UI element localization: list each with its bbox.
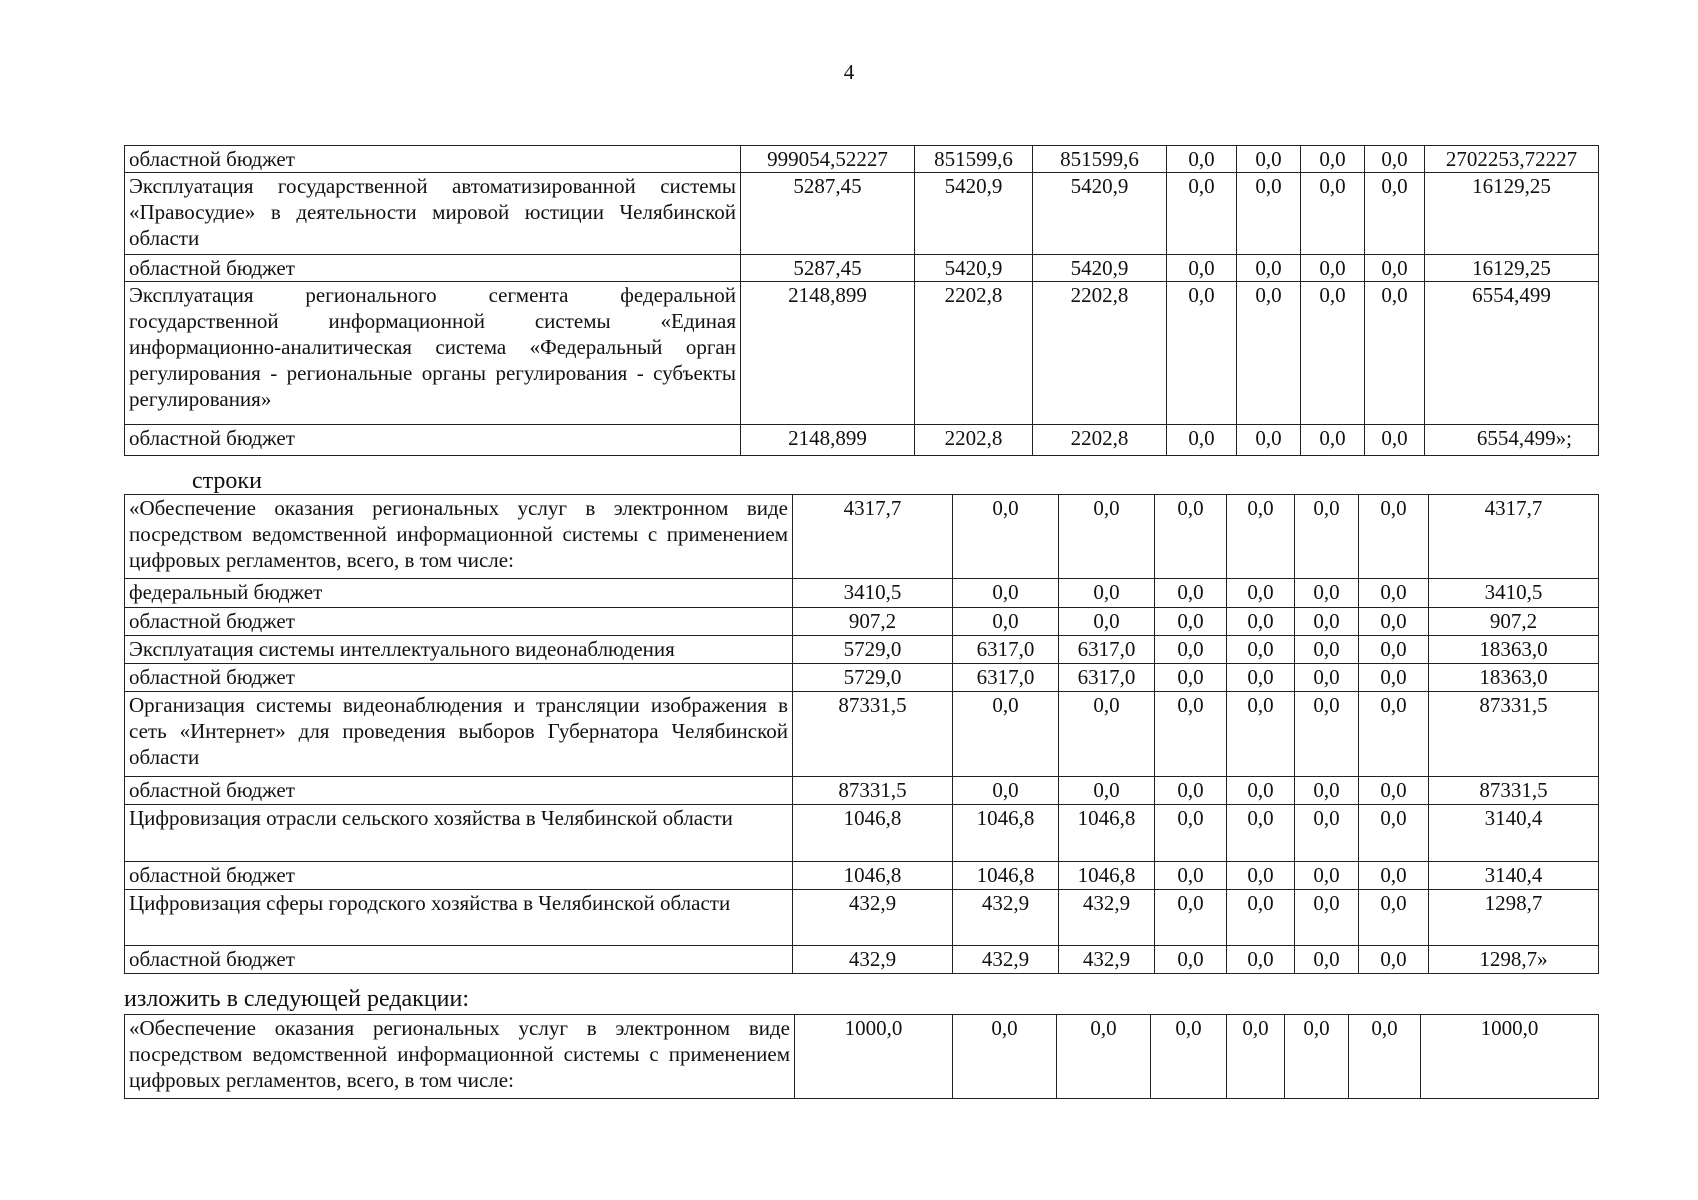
- total-cell: 1298,7: [1429, 890, 1599, 946]
- value-cell: 0,0: [1295, 608, 1359, 636]
- row-description: областной бюджет: [125, 425, 741, 456]
- total-cell: 3140,4: [1429, 862, 1599, 890]
- value-cell: 0,0: [953, 692, 1059, 777]
- value-cell: 0,0: [1151, 1015, 1227, 1099]
- value-cell: 432,9: [953, 890, 1059, 946]
- page-number: 4: [843, 60, 855, 84]
- total-cell: 3410,5: [1429, 579, 1599, 608]
- table-row: [125, 862, 1599, 890]
- value-cell: 3410,5: [793, 579, 953, 608]
- value-cell: 0,0: [1155, 664, 1227, 692]
- value-cell: 5287,45: [741, 255, 915, 282]
- value-cell: 5420,9: [1033, 173, 1167, 255]
- value-cell: 1046,8: [1059, 862, 1155, 890]
- value-cell: 0,0: [1301, 146, 1365, 173]
- table-row: [125, 692, 1599, 777]
- value-cell: 0,0: [1155, 862, 1227, 890]
- row-description: Эксплуатация регионального сегмента федеральной государственной информационной системы «Единая информационно-аналитическая система «Федеральный орган регулирования - региональные органы регулирования - субъекты регулирования»: [125, 282, 741, 425]
- value-cell: 0,0: [1295, 579, 1359, 608]
- value-cell: 0,0: [953, 608, 1059, 636]
- value-cell: 0,0: [1227, 608, 1295, 636]
- value-cell: 0,0: [1237, 146, 1301, 173]
- budget-table-new-rows: [124, 1014, 1599, 1099]
- value-cell: 432,9: [793, 946, 953, 974]
- value-cell: 432,9: [953, 946, 1059, 974]
- total-cell: 6554,499»;: [1425, 425, 1599, 456]
- value-cell: 2202,8: [915, 425, 1033, 456]
- value-cell: 1046,8: [953, 862, 1059, 890]
- value-cell: 0,0: [1059, 692, 1155, 777]
- value-cell: 0,0: [1227, 495, 1295, 579]
- value-cell: 0,0: [1155, 890, 1227, 946]
- value-cell: 0,0: [1059, 777, 1155, 805]
- row-description: «Обеспечение оказания региональных услуг в электронном виде посредством ведомственной информационной системы с применением цифровых регламентов, всего, в том числе:: [125, 495, 793, 579]
- value-cell: 0,0: [1227, 890, 1295, 946]
- table-row: [125, 777, 1599, 805]
- value-cell: 2202,8: [1033, 425, 1167, 456]
- row-description: «Обеспечение оказания региональных услуг в электронном виде посредством ведомственной информационной системы с применением цифровых регламентов, всего, в том числе:: [125, 1015, 795, 1099]
- value-cell: 0,0: [953, 1015, 1057, 1099]
- value-cell: 6317,0: [1059, 664, 1155, 692]
- value-cell: 0,0: [1359, 636, 1429, 664]
- row-description: областной бюджет: [125, 777, 793, 805]
- value-cell: 1046,8: [793, 862, 953, 890]
- value-cell: 2148,899: [741, 282, 915, 425]
- value-cell: 0,0: [1155, 579, 1227, 608]
- value-cell: 999054,52227: [741, 146, 915, 173]
- value-cell: 432,9: [1059, 946, 1155, 974]
- value-cell: 5420,9: [915, 173, 1033, 255]
- row-description: областной бюджет: [125, 146, 741, 173]
- value-cell: 0,0: [1167, 146, 1237, 173]
- table-row: [125, 946, 1599, 974]
- value-cell: 0,0: [1295, 636, 1359, 664]
- value-cell: 0,0: [1295, 862, 1359, 890]
- value-cell: 0,0: [1155, 777, 1227, 805]
- value-cell: 0,0: [953, 777, 1059, 805]
- value-cell: 0,0: [1359, 777, 1429, 805]
- value-cell: 0,0: [1359, 495, 1429, 579]
- budget-table-continued: [124, 145, 1599, 456]
- total-cell: 16129,25: [1425, 173, 1599, 255]
- row-description: областной бюджет: [125, 862, 793, 890]
- value-cell: 851599,6: [1033, 146, 1167, 173]
- value-cell: 0,0: [1237, 173, 1301, 255]
- row-description: Эксплуатация государственной автоматизированной системы «Правосудие» в деятельности мировой юстиции Челябинской области: [125, 173, 741, 255]
- table-row: [125, 608, 1599, 636]
- row-description: областной бюджет: [125, 946, 793, 974]
- value-cell: 0,0: [1059, 579, 1155, 608]
- row-description: областной бюджет: [125, 255, 741, 282]
- value-cell: 87331,5: [793, 777, 953, 805]
- label-rows: строки: [192, 468, 262, 494]
- value-cell: 0,0: [1227, 805, 1295, 862]
- row-description: областной бюджет: [125, 608, 793, 636]
- value-cell: 907,2: [793, 608, 953, 636]
- total-cell: 2702253,72227: [1425, 146, 1599, 173]
- value-cell: 0,0: [1227, 692, 1295, 777]
- value-cell: 0,0: [1301, 173, 1365, 255]
- value-cell: 5287,45: [741, 173, 915, 255]
- total-cell: 18363,0: [1429, 636, 1599, 664]
- value-cell: 0,0: [1155, 805, 1227, 862]
- total-cell: 1000,0: [1421, 1015, 1599, 1099]
- value-cell: 0,0: [1295, 777, 1359, 805]
- value-cell: 0,0: [1359, 862, 1429, 890]
- value-cell: 0,0: [1365, 255, 1425, 282]
- value-cell: 0,0: [1227, 862, 1295, 890]
- value-cell: 0,0: [1359, 579, 1429, 608]
- value-cell: 1046,8: [953, 805, 1059, 862]
- total-cell: 87331,5: [1429, 692, 1599, 777]
- value-cell: 0,0: [1227, 946, 1295, 974]
- value-cell: 5420,9: [915, 255, 1033, 282]
- table-row: [125, 579, 1599, 608]
- value-cell: 0,0: [1155, 946, 1227, 974]
- value-cell: 2202,8: [915, 282, 1033, 425]
- value-cell: 0,0: [1365, 425, 1425, 456]
- value-cell: 0,0: [1349, 1015, 1421, 1099]
- table-row: [125, 1015, 1599, 1099]
- value-cell: 0,0: [1359, 890, 1429, 946]
- value-cell: 0,0: [1365, 173, 1425, 255]
- value-cell: 2202,8: [1033, 282, 1167, 425]
- row-description: областной бюджет: [125, 664, 793, 692]
- total-cell: 3140,4: [1429, 805, 1599, 862]
- value-cell: 6317,0: [953, 636, 1059, 664]
- table-row: [125, 425, 1599, 456]
- table-row: [125, 636, 1599, 664]
- table-row: [125, 146, 1599, 173]
- value-cell: 5729,0: [793, 636, 953, 664]
- row-description: Цифровизация сферы городского хозяйства в Челябинской области: [125, 890, 793, 946]
- value-cell: 6317,0: [953, 664, 1059, 692]
- label-new-wording: изложить в следующей редакции:: [124, 986, 470, 1012]
- table-row: [125, 282, 1599, 425]
- value-cell: 0,0: [1059, 495, 1155, 579]
- value-cell: 0,0: [1295, 692, 1359, 777]
- value-cell: 0,0: [953, 495, 1059, 579]
- row-description: Организация системы видеонаблюдения и трансляции изображения в сеть «Интернет» для проведения выборов Губернатора Челябинской области: [125, 692, 793, 777]
- value-cell: 0,0: [1359, 692, 1429, 777]
- value-cell: 0,0: [1227, 579, 1295, 608]
- value-cell: 0,0: [1365, 146, 1425, 173]
- value-cell: 87331,5: [793, 692, 953, 777]
- table-row: [125, 495, 1599, 579]
- value-cell: 0,0: [1295, 664, 1359, 692]
- value-cell: 0,0: [1295, 890, 1359, 946]
- value-cell: 0,0: [1359, 664, 1429, 692]
- total-cell: 6554,499: [1425, 282, 1599, 425]
- value-cell: 0,0: [1301, 282, 1365, 425]
- value-cell: 2148,899: [741, 425, 915, 456]
- table-row: [125, 664, 1599, 692]
- value-cell: 0,0: [1057, 1015, 1151, 1099]
- value-cell: 0,0: [1227, 664, 1295, 692]
- value-cell: 0,0: [1167, 255, 1237, 282]
- budget-table-old-rows: [124, 494, 1599, 974]
- value-cell: 0,0: [1359, 608, 1429, 636]
- value-cell: 0,0: [1155, 636, 1227, 664]
- value-cell: 0,0: [1295, 805, 1359, 862]
- table-row: [125, 890, 1599, 946]
- row-description: Цифровизация отрасли сельского хозяйства в Челябинской области: [125, 805, 793, 862]
- value-cell: 0,0: [1365, 282, 1425, 425]
- table-row: [125, 805, 1599, 862]
- value-cell: 0,0: [1155, 495, 1227, 579]
- value-cell: 0,0: [1155, 692, 1227, 777]
- value-cell: 0,0: [1285, 1015, 1349, 1099]
- value-cell: 5420,9: [1033, 255, 1167, 282]
- value-cell: 6317,0: [1059, 636, 1155, 664]
- total-cell: 4317,7: [1429, 495, 1599, 579]
- value-cell: 0,0: [1301, 255, 1365, 282]
- table-row: [125, 173, 1599, 255]
- value-cell: 4317,7: [793, 495, 953, 579]
- value-cell: 432,9: [1059, 890, 1155, 946]
- value-cell: 432,9: [793, 890, 953, 946]
- table-row: [125, 255, 1599, 282]
- value-cell: 0,0: [1237, 255, 1301, 282]
- value-cell: 0,0: [1359, 805, 1429, 862]
- total-cell: 16129,25: [1425, 255, 1599, 282]
- value-cell: 0,0: [1227, 1015, 1285, 1099]
- value-cell: 851599,6: [915, 146, 1033, 173]
- value-cell: 0,0: [1155, 608, 1227, 636]
- value-cell: 0,0: [1237, 425, 1301, 456]
- value-cell: 0,0: [1295, 946, 1359, 974]
- value-cell: 0,0: [1301, 425, 1365, 456]
- value-cell: 1046,8: [793, 805, 953, 862]
- value-cell: 0,0: [1295, 495, 1359, 579]
- total-cell: 1298,7»: [1429, 946, 1599, 974]
- row-description: федеральный бюджет: [125, 579, 793, 608]
- value-cell: 0,0: [1227, 777, 1295, 805]
- total-cell: 907,2: [1429, 608, 1599, 636]
- value-cell: 1000,0: [795, 1015, 953, 1099]
- value-cell: 5729,0: [793, 664, 953, 692]
- value-cell: 0,0: [1359, 946, 1429, 974]
- value-cell: 1046,8: [1059, 805, 1155, 862]
- total-cell: 18363,0: [1429, 664, 1599, 692]
- value-cell: 0,0: [1059, 608, 1155, 636]
- value-cell: 0,0: [953, 579, 1059, 608]
- value-cell: 0,0: [1227, 636, 1295, 664]
- value-cell: 0,0: [1167, 425, 1237, 456]
- value-cell: 0,0: [1167, 282, 1237, 425]
- value-cell: 0,0: [1237, 282, 1301, 425]
- value-cell: 0,0: [1167, 173, 1237, 255]
- total-cell: 87331,5: [1429, 777, 1599, 805]
- row-description: Эксплуатация системы интеллектуального видеонаблюдения: [125, 636, 793, 664]
